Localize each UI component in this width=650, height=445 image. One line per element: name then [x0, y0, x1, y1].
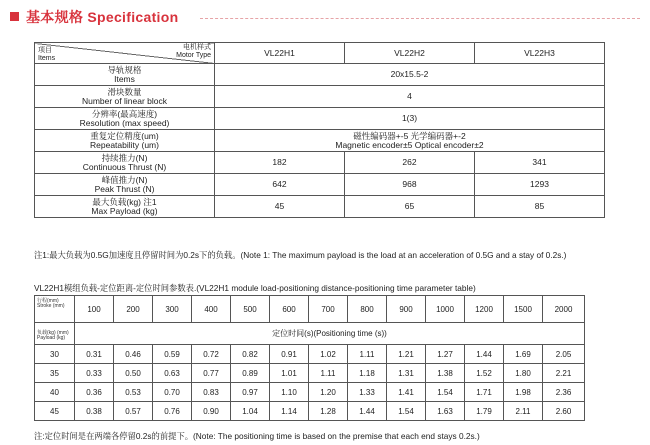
positioning-time-value: 1.69 [504, 345, 543, 364]
positioning-time-value: 1.10 [270, 383, 309, 402]
positioning-time-value: 2.36 [543, 383, 585, 402]
spec-value: 45 [215, 196, 345, 218]
positioning-time-value: 1.63 [426, 402, 465, 421]
spec-row [35, 108, 605, 130]
stroke-value: 1000 [426, 296, 465, 323]
spec-corner-cell [35, 43, 215, 64]
positioning-time-value: 0.90 [192, 402, 231, 421]
spec-table [34, 42, 605, 218]
positioning-time-value: 0.72 [192, 345, 231, 364]
spec-row-label: 持续推力(N) Continuous Thrust (N) [35, 152, 215, 174]
positioning-time-value: 1.11 [348, 345, 387, 364]
spec-header-row [35, 43, 605, 64]
positioning-time-value: 1.01 [270, 364, 309, 383]
positioning-time-value: 0.76 [153, 402, 192, 421]
spec-row [35, 196, 605, 218]
positioning-time-value: 2.05 [543, 345, 585, 364]
table-row [35, 402, 585, 421]
positioning-time-value: 0.33 [75, 364, 114, 383]
spec-span-value: 磁性编码器+-5 光学编码器+-2 Magnetic encoder±5 Optical encoder±2 [215, 130, 605, 152]
positioning-time-value: 1.18 [348, 364, 387, 383]
positioning-time-table [34, 295, 585, 421]
motor-type-label: 电机样式 Motor Type [176, 44, 211, 59]
payload-value: 45 [35, 402, 75, 421]
stroke-value: 500 [231, 296, 270, 323]
stroke-value: 1500 [504, 296, 543, 323]
payload-value: 30 [35, 345, 75, 364]
payload-label: 负载(kg) (mm) Payload (kg) [37, 330, 69, 341]
spec-row [35, 174, 605, 196]
stroke-value: 200 [114, 296, 153, 323]
spec-span-value: 20x15.5-2 [215, 64, 605, 86]
positioning-time-value: 0.38 [75, 402, 114, 421]
positioning-time-value: 0.89 [231, 364, 270, 383]
positioning-time-value: 0.63 [153, 364, 192, 383]
positioning-time-value: 1.41 [387, 383, 426, 402]
spec-row [35, 86, 605, 108]
positioning-time-value: 1.14 [270, 402, 309, 421]
header-divider [200, 18, 640, 19]
positioning-time-value: 0.50 [114, 364, 153, 383]
positioning-time-value: 1.44 [348, 402, 387, 421]
positioning-time-value: 1.54 [387, 402, 426, 421]
positioning-time-value: 2.11 [504, 402, 543, 421]
table-row [35, 383, 585, 402]
spec-value: 182 [215, 152, 345, 174]
table-row [35, 364, 585, 383]
positioning-time-group-label: 定位时间(s)(Positioning time (s)) [75, 323, 585, 345]
positioning-time-value: 1.98 [504, 383, 543, 402]
spec-value: 262 [345, 152, 475, 174]
spec-value: 341 [475, 152, 605, 174]
stroke-label: 行程(mm) Stroke (mm) [37, 298, 65, 309]
positioning-time-value: 1.27 [426, 345, 465, 364]
spec-value: 968 [345, 174, 475, 196]
payload-label-cell [35, 323, 75, 345]
positioning-time-value: 1.44 [465, 345, 504, 364]
positioning-time-value: 0.83 [192, 383, 231, 402]
positioning-time-value: 0.59 [153, 345, 192, 364]
positioning-time-value: 1.31 [387, 364, 426, 383]
spec-row-label: 导轨规格 Items [35, 64, 215, 86]
payload-value: 35 [35, 364, 75, 383]
positioning-time-value: 1.02 [309, 345, 348, 364]
model-header: VL22H1 [215, 43, 345, 64]
positioning-time-value: 1.52 [465, 364, 504, 383]
positioning-time-value: 1.21 [387, 345, 426, 364]
section-title: 基本规格 Specification [26, 9, 179, 25]
positioning-time-value: 1.38 [426, 364, 465, 383]
positioning-time-value: 1.33 [348, 383, 387, 402]
stroke-value: 400 [192, 296, 231, 323]
stroke-value: 2000 [543, 296, 585, 323]
payload-note: 注1:最大负载为0.5G加速度且停留时间为0.2s下的负载。(Note 1: The maximum payload is the load at an acceleration of 0.5G and a stay of 0.2s.) [34, 250, 567, 260]
positioning-time-value: 0.70 [153, 383, 192, 402]
positioning-time-value: 0.57 [114, 402, 153, 421]
positioning-time-value: 0.46 [114, 345, 153, 364]
positioning-time-value: 1.04 [231, 402, 270, 421]
positioning-note: 注:定位时间是在两端各停留0.2s的前提下。(Note: The positioning time is based on the premise that each end stays 0.2s.) [34, 431, 480, 441]
spec-row [35, 130, 605, 152]
payload-header-row [35, 323, 585, 345]
spec-row-label: 最大负载(kg) 注1 Max Payload (kg) [35, 196, 215, 218]
positioning-time-value: 1.11 [309, 364, 348, 383]
stroke-value: 600 [270, 296, 309, 323]
spec-row [35, 152, 605, 174]
model-header: VL22H3 [475, 43, 605, 64]
spec-row-label: 滑块数量 Number of linear block [35, 86, 215, 108]
spec-row-label: 峰值推力(N) Peak Thrust (N) [35, 174, 215, 196]
stroke-value: 1200 [465, 296, 504, 323]
stroke-value: 900 [387, 296, 426, 323]
positioning-time-value: 1.80 [504, 364, 543, 383]
positioning-time-value: 0.97 [231, 383, 270, 402]
payload-value: 40 [35, 383, 75, 402]
table-row [35, 345, 585, 364]
section-header [0, 6, 650, 28]
spec-value: 1293 [475, 174, 605, 196]
stroke-value: 300 [153, 296, 192, 323]
spec-value: 642 [215, 174, 345, 196]
positioning-time-value: 0.91 [270, 345, 309, 364]
spec-span-value: 1(3) [215, 108, 605, 130]
spec-span-value: 4 [215, 86, 605, 108]
spec-value: 85 [475, 196, 605, 218]
positioning-time-value: 1.79 [465, 402, 504, 421]
positioning-time-value: 0.36 [75, 383, 114, 402]
spec-value: 65 [345, 196, 475, 218]
positioning-time-value: 2.60 [543, 402, 585, 421]
positioning-time-value: 1.54 [426, 383, 465, 402]
spec-row [35, 64, 605, 86]
model-header: VL22H2 [345, 43, 475, 64]
positioning-time-value: 2.21 [543, 364, 585, 383]
positioning-time-value: 1.20 [309, 383, 348, 402]
parameter-table-title: VL22H1模组负载-定位距离-定位时间参数表.(VL22H1 module load-positioning distance-positioning time parameter table) [34, 283, 476, 293]
spec-row-label: 重复定位精度(um) Repeatability (um) [35, 130, 215, 152]
items-label: 项目 Items [38, 47, 56, 62]
stroke-value: 800 [348, 296, 387, 323]
stroke-value: 700 [309, 296, 348, 323]
positioning-time-value: 0.31 [75, 345, 114, 364]
stroke-value: 100 [75, 296, 114, 323]
header-marker [10, 12, 19, 21]
positioning-time-value: 0.82 [231, 345, 270, 364]
positioning-time-value: 1.71 [465, 383, 504, 402]
stroke-label-cell [35, 296, 75, 323]
stroke-header-row [35, 296, 585, 323]
positioning-time-value: 0.77 [192, 364, 231, 383]
spec-row-label: 分辨率(最高速度) Resolution (max speed) [35, 108, 215, 130]
positioning-time-value: 0.53 [114, 383, 153, 402]
positioning-time-value: 1.28 [309, 402, 348, 421]
